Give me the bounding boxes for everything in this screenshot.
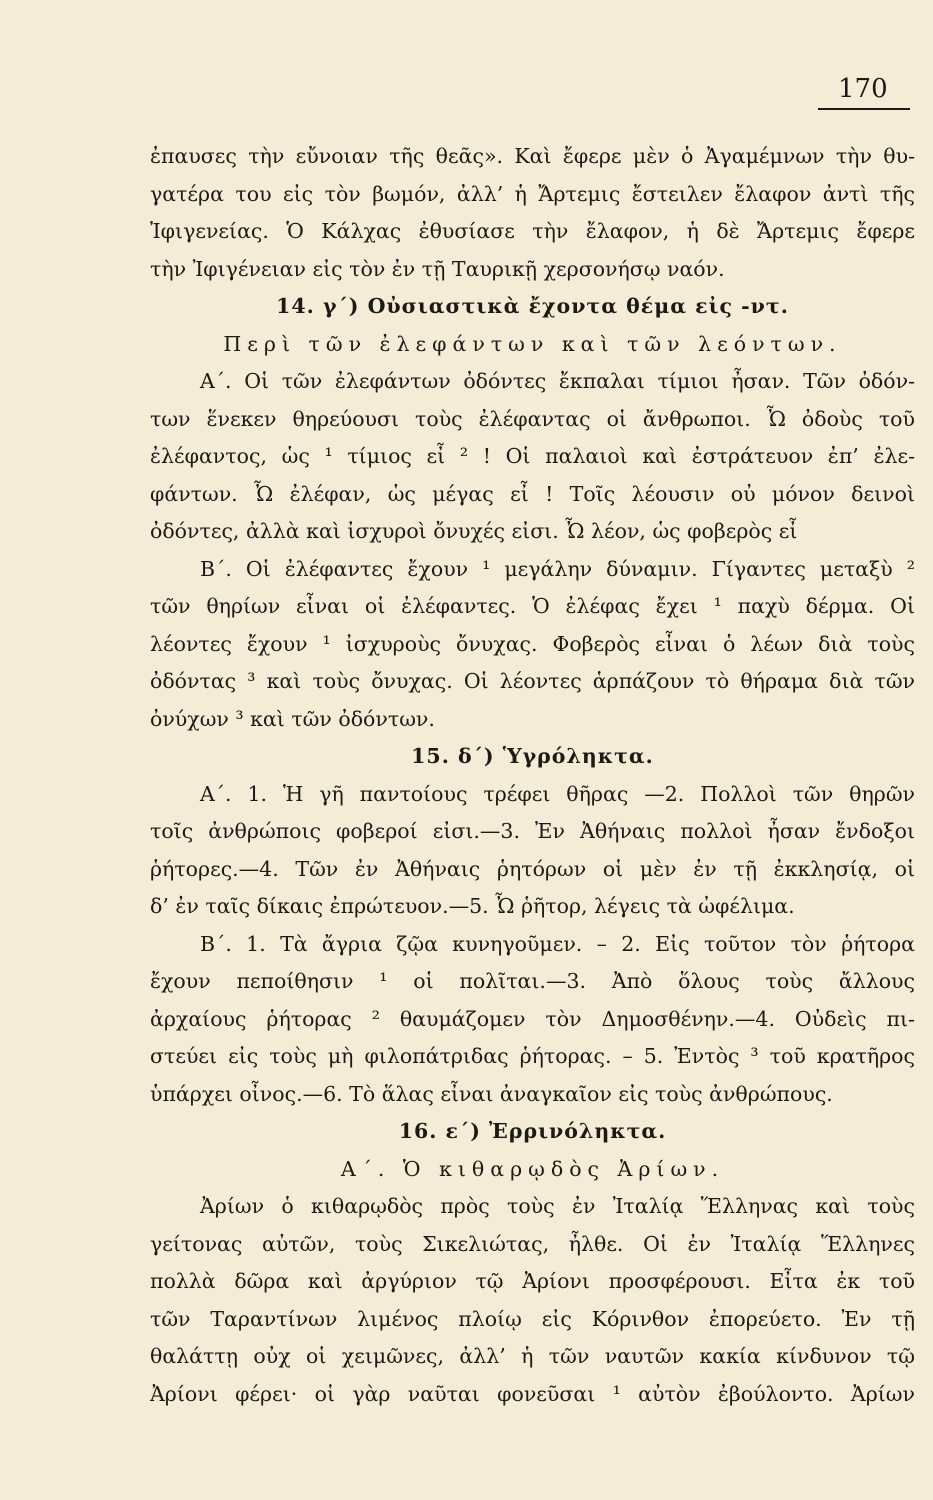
text-line: Α΄. 1. Ἡ γῆ παντοίους τρέφει θῆρας —2. Πολλοὶ τῶν θηρῶν <box>200 781 915 806</box>
text-line: τὴν Ἰφιγένειαν εἰς τὸν ἐν τῇ Ταυρικῇ χερσονήσῳ ναόν. <box>150 256 725 281</box>
text-line: ῥήτορες.—4. Τῶν ἐν Ἀθήναις ῥητόρων οἱ μὲν ἐν τῇ ἐκκλησίᾳ, οἱ <box>150 856 915 881</box>
text-line: Ἀρίονι φέρει· οἱ γὰρ ναῦται φονεῦσαι ¹ αὐτὸν ἐβούλοντο. Ἀρίων <box>150 1381 915 1406</box>
text-line: τῶν Ταραντίνων λιμένος πλοίῳ εἰς Κόρινθον ἐπορεύετο. Ἐν τῇ <box>150 1306 915 1331</box>
page-number-rule <box>818 108 910 110</box>
text-line: Ἰφιγενείας. Ὁ Κάλχας ἐθυσίασε τὴν ἔλαφον, ἡ δὲ Ἄρτεμις ἔφερε <box>150 219 915 243</box>
text-line: τοῖς ἀνθρώποις φοβεροί εἰσι.—3. Ἐν Ἀθήναις πολλοὶ ἦσαν ἔνδοξοι <box>150 819 915 843</box>
text-line: ὀνύχων ³ καὶ τῶν ὀδόντων. <box>150 706 435 731</box>
text-line: Ἀρίων ὁ κιθαρῳδὸς πρὸς τοὺς ἐν Ἰταλίᾳ Ἕλληνας καὶ τοὺς <box>200 1194 915 1218</box>
section-heading: 14. γ΄) Οὐσιαστικὰ ἔχοντα θέμα εἰς -ντ. <box>276 294 789 318</box>
text-line: των ἕνεκεν θηρεύουσι τοὺς ἐλέφαντας οἱ ἄνθρωποι. Ὦ ὀδοὺς τοῦ <box>150 406 915 431</box>
body-text <box>150 138 915 1413</box>
text-line: ἐλέφαντος, ὡς ¹ τίμιος εἶ ² ! Οἱ παλαιοὶ καὶ ἐστράτευον ἐπ’ ἐλε- <box>150 444 915 468</box>
section-heading: 15. δ΄) Ὑγρόληκτα. <box>411 744 654 768</box>
section-subtitle: Περὶ τῶν ἐλεφάντων καὶ τῶν λεόντων. <box>223 331 842 356</box>
text-line: ἔχουν πεποίθησιν ¹ οἱ πολῖται.—3. Ἀπὸ ὅλους τοὺς ἄλλους <box>150 969 915 993</box>
text-line: γείτονας αὐτῶν, τοὺς Σικελιώτας, ἦλθε. Οἱ ἐν Ἰταλίᾳ Ἕλληνες <box>150 1231 915 1256</box>
text-line: φάντων. Ὦ ἐλέφαν, ὡς μέγας εἶ ! Τοῖς λέουσιν οὐ μόνον δεινοὶ <box>150 481 915 506</box>
text-line: Β΄. 1. Τὰ ἄγρια ζῷα κυνηγοῦμεν. – 2. Εἰς τοῦτον τὸν ῥήτορα <box>200 931 915 956</box>
text-line: ὀδόντας ³ καὶ τοὺς ὄνυχας. Οἱ λέοντες ἁρπάζουν τὸ θήραμα διὰ τῶν <box>150 669 915 693</box>
text-line: ἀρχαίους ῥήτορας ² θαυμάζομεν τὸν Δημοσθένην.—4. Οὐδεὶς πι- <box>150 1006 915 1031</box>
text-line: πολλὰ δῶρα καὶ ἀργύριον τῷ Ἀρίονι προσφέρουσι. Εἶτα ἐκ τοῦ <box>150 1269 915 1293</box>
section-heading: 16. ε΄) Ἐρρινόληκτα. <box>398 1119 667 1143</box>
text-line: τῶν θηρίων εἶναι οἱ ἐλέφαντες. Ὁ ἐλέφας ἔχει ¹ παχὺ δέρμα. Οἱ <box>150 594 915 618</box>
section-subtitle: Α΄. Ὁ κιθαρῳδὸς Ἀρίων. <box>340 1156 725 1181</box>
text-line: Β΄. Οἱ ἐλέφαντες ἔχουν ¹ μεγάλην δύναμιν. Γίγαντες μεταξὺ ² <box>200 556 915 581</box>
text-line: ὀδόντες, ἀλλὰ καὶ ἰσχυροὶ ὄνυχές εἰσι. Ὦ λέον, ὡς φοβερὸς εἶ <box>150 519 798 543</box>
page-number: 170 <box>838 74 888 104</box>
text-line: λέοντες ἔχουν ¹ ἰσχυροὺς ὄνυχας. Φοβερὸς εἶναι ὁ λέων διὰ τοὺς <box>150 631 915 656</box>
text-line: ὑπάρχει οἶνος.—6. Τὸ ἅλας εἶναι ἀναγκαῖον εἰς τοὺς ἀνθρώπους. <box>150 1081 833 1106</box>
text-line: ἐπαυσες τὴν εὔνοιαν τῆς θεᾶς». Καὶ ἔφερε μὲν ὁ Ἀγαμέμνων τὴν θυ- <box>150 144 915 168</box>
text-line: Α΄. Οἱ τῶν ἐλεφάντων ὀδόντες ἔκπαλαι τίμιοι ἦσαν. Τῶν ὀδόν- <box>200 369 915 393</box>
text-line: γατέρα του εἰς τὸν βωμόν, ἀλλ’ ἡ Ἄρτεμις ἔστειλεν ἔλαφον ἀντὶ τῆς <box>150 181 915 206</box>
text-line: θαλάττῃ οὐχ οἱ χειμῶνες, ἀλλ’ ἡ τῶν ναυτῶν κακία κίνδυνον τῷ <box>150 1344 915 1368</box>
text-line: στεύει εἰς τοὺς μὴ φιλοπάτριδας ῥήτορας. – 5. Ἐντὸς ³ τοῦ κρατῆρος <box>150 1044 915 1068</box>
text-line: δ’ ἐν ταῖς δίκαις ἐπρώτευον.—5. Ὦ ῥῆτορ, λέγεις τὰ ὠφέλιμα. <box>150 894 795 918</box>
